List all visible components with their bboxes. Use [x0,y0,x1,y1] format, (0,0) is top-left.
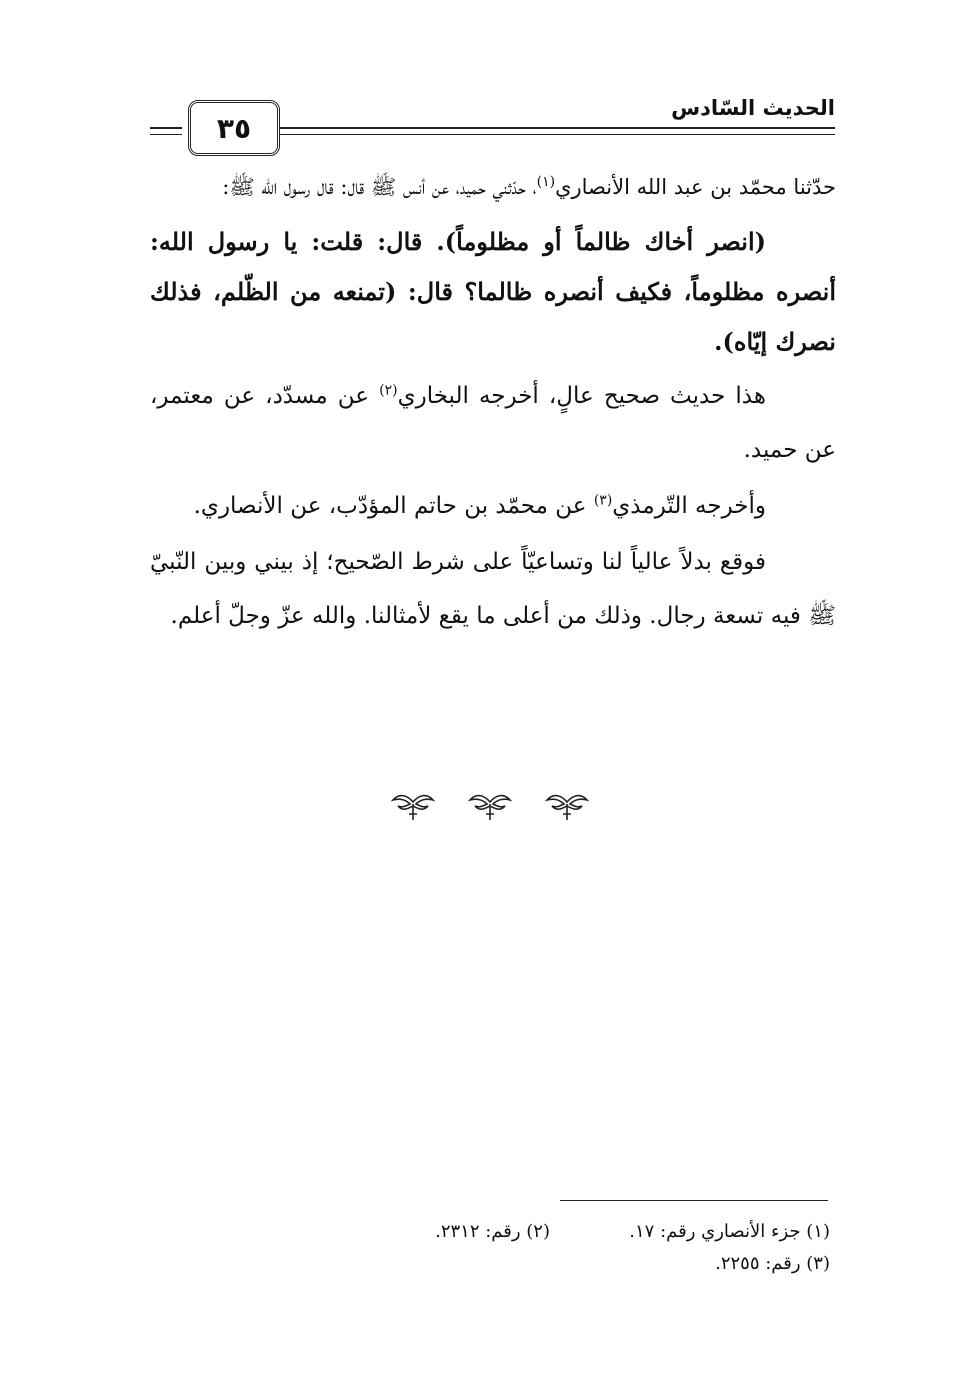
section-end-ornaments [390,786,590,826]
fleuron-ornament-icon [390,790,436,822]
commentary-1-text-a: هذا حديث صحيح عالٍ، أخرجه البخاري [397,383,766,409]
commentary-2-text-b: عن محمّد بن حاتم المؤدّب، عن الأنصاري. [193,493,594,519]
footnote-1: (١) جزء الأنصاري رقم: ١٧. [629,1221,830,1242]
page-number: ٣٥ [216,111,252,145]
footnote-ref-2: (٢) [379,382,398,399]
commentary-2-text-a: وأخرجه التّرمذي [612,493,766,519]
header-rule-right [280,127,835,135]
footnotes [270,1216,830,1280]
header-rule-left [150,127,182,135]
footnote-row [270,1248,830,1280]
commentary-paragraph-2 [150,479,836,533]
isnad-text-b: ، حدّثني حميد، عن أنس ﷺ قال: قال رسول الله ﷺ: [222,175,537,199]
footnote-ref-3: (٣) [593,492,613,509]
commentary-1-text-b: عن مسدّد، عن معتمر، عن حميد. [150,383,836,463]
page-number-frame [188,100,280,156]
hadith-text: (انصر أخاك ظالماً أو مظلوماً). قال: قلت: يا رسول الله: أنصره مظلوماً، فكيف أنصره ظالما؟ قال: (تمنعه من الظّلم، فذلك نصرك إيّاه). [150,227,836,356]
isnad-paragraph [150,165,836,209]
footnote-ref-1: (١) [536,174,556,190]
fleuron-ornament-icon [467,790,513,822]
footnote-3: (٣) رقم: ٢٢٥٥. [715,1253,830,1274]
commentary-paragraph-3: فوقع بدلاً عالياً لنا وتساعيّاً على شرط الصّحيح؛ إذ بيني وبين النّبيّ ﷺ فيه تسعة رجال. وذلك من أعلى ما يقع لأمثالنا. والله عزّ وجلّ أعلم. [150,549,836,629]
main-text [150,165,836,643]
commentary-paragraph-1 [150,369,836,477]
footnote-2: (٢) رقم: ٢٣١٢. [435,1221,550,1242]
footnote-separator [560,1200,828,1201]
isnad-text-a: حدّثنا محمّد بن عبد الله الأنصاري [555,175,836,199]
footnote-row [270,1216,830,1248]
chapter-title: الحديث السّادس [671,96,835,120]
page-header [150,94,835,154]
fleuron-ornament-icon [544,790,590,822]
